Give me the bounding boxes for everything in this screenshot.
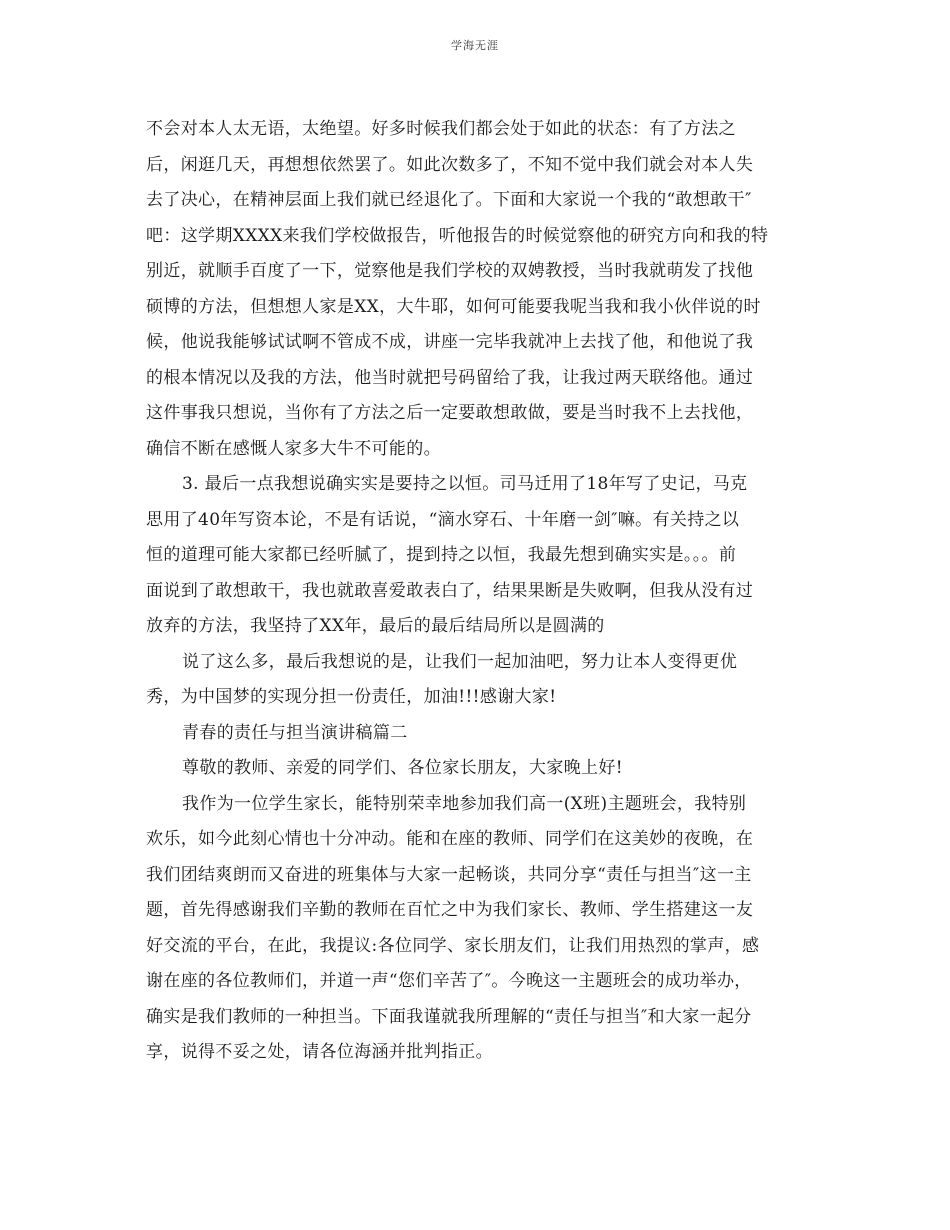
text-line: 青春的责任与担当演讲稿篇二 [182,722,408,743]
text-line: 我们团结爽朗而又奋进的班集体与大家一起畅谈，共同分享“责任与担当″这一主 [146,864,752,885]
page-header: 学海无涯 [451,39,499,52]
text-line: 这件事我只想说，当你有了方法之后一定要敢想敢做，要是当时我不上去找他， [146,403,754,423]
text-line: 恒的道理可能大家都已经听腻了，提到持之以恒，我最先想到确实实是。。。前 [146,545,737,565]
document-body [146,112,808,1071]
text-line: 秀，为中国梦的实现分担一份责任，加油!!!感谢大家! [146,687,557,707]
text-line: 好交流的平台，在此，我提议:各位同学、家长朋友们，让我们用热烈的掌声，感 [146,935,760,956]
text-line: 确实是我们教师的一种担当。下面我谨就我所理解的“责任与担当″和大家一起分 [146,1006,752,1027]
text-line: 的根本情况以及我的方法，他当时就把号码留给了我，让我过两天联络他。通过 [146,367,754,388]
text-line: 放弃的方法，我坚持了XX年，最后的最后结局所以是圆满的 [146,616,605,636]
text-line: 欢乐，如今此刻心情也十分冲动。能和在座的教师、同学们在这美妙的夜晚，在 [146,829,754,849]
text-line: 去了决心，在精神层面上我们就已经退化了。下面和大家说一个我的“敢想敢干″ [146,190,752,210]
text-line: 谢在座的各位教师们，并道一声“您们辛苦了″。今晚这一主题班会的成功举办， [146,971,752,991]
text-line: 说了这么多，最后我想说的是，让我们一起加油吧，努力让本人变得更优 [182,651,738,672]
text-line: 硕博的方法，但想想人家是XX，大牛耶，如何可能要我呢当我和我小伙伴说的时 [146,296,761,317]
text-line: 尊敬的教师、亲爱的同学们、各位家长朋友，大家晚上好! [182,758,623,778]
text-line: 面说到了敢想敢干，我也就敢喜爱敢表白了，结果果断是失败啊，但我从没有过 [146,580,754,601]
text-line: 吧：这学期XXXX来我们学校做报告，听他报告的时候觉察他的研究方向和我的特 [146,225,769,246]
text-line: 3. 最后一点我想说确实实是要持之以恒。司马迁用了18年写了史记，马克 [182,474,748,494]
text-line: 确信不断在感慨人家多大牛不可能的。 [146,438,441,459]
text-line: 题，首先得感谢我们辛勤的教师在百忙之中为我们家长、教师、学生搭建这一友 [146,900,754,920]
text-line: 我作为一位学生家长，能特别荣幸地参加我们高一(X班)主题班会，我特别 [182,793,747,814]
text-line: 别近，就顺手百度了一下，觉察他是我们学校的双娉教授，当时我就萌发了找他 [146,261,754,281]
text-line: 后，闲逛几天，再想想依然罢了。如此次数多了，不知不觉中我们就会对本人失 [146,154,754,175]
text-line: 思用了40年写资本论，不是有话说，“滴水穿石、十年磨一剑″嘛。有关持之以 [146,509,740,530]
text-line: 享，说得不妥之处，请各位海涵并批判指正。 [146,1042,493,1062]
text-line: 候，他说我能够试试啊不管成不成，讲座一完毕我就冲上去找了他，和他说了我 [146,332,754,352]
text-line: 不会对本人太无语，太绝望。好多时候我们都会处于如此的状态：有了方法之 [146,119,736,139]
